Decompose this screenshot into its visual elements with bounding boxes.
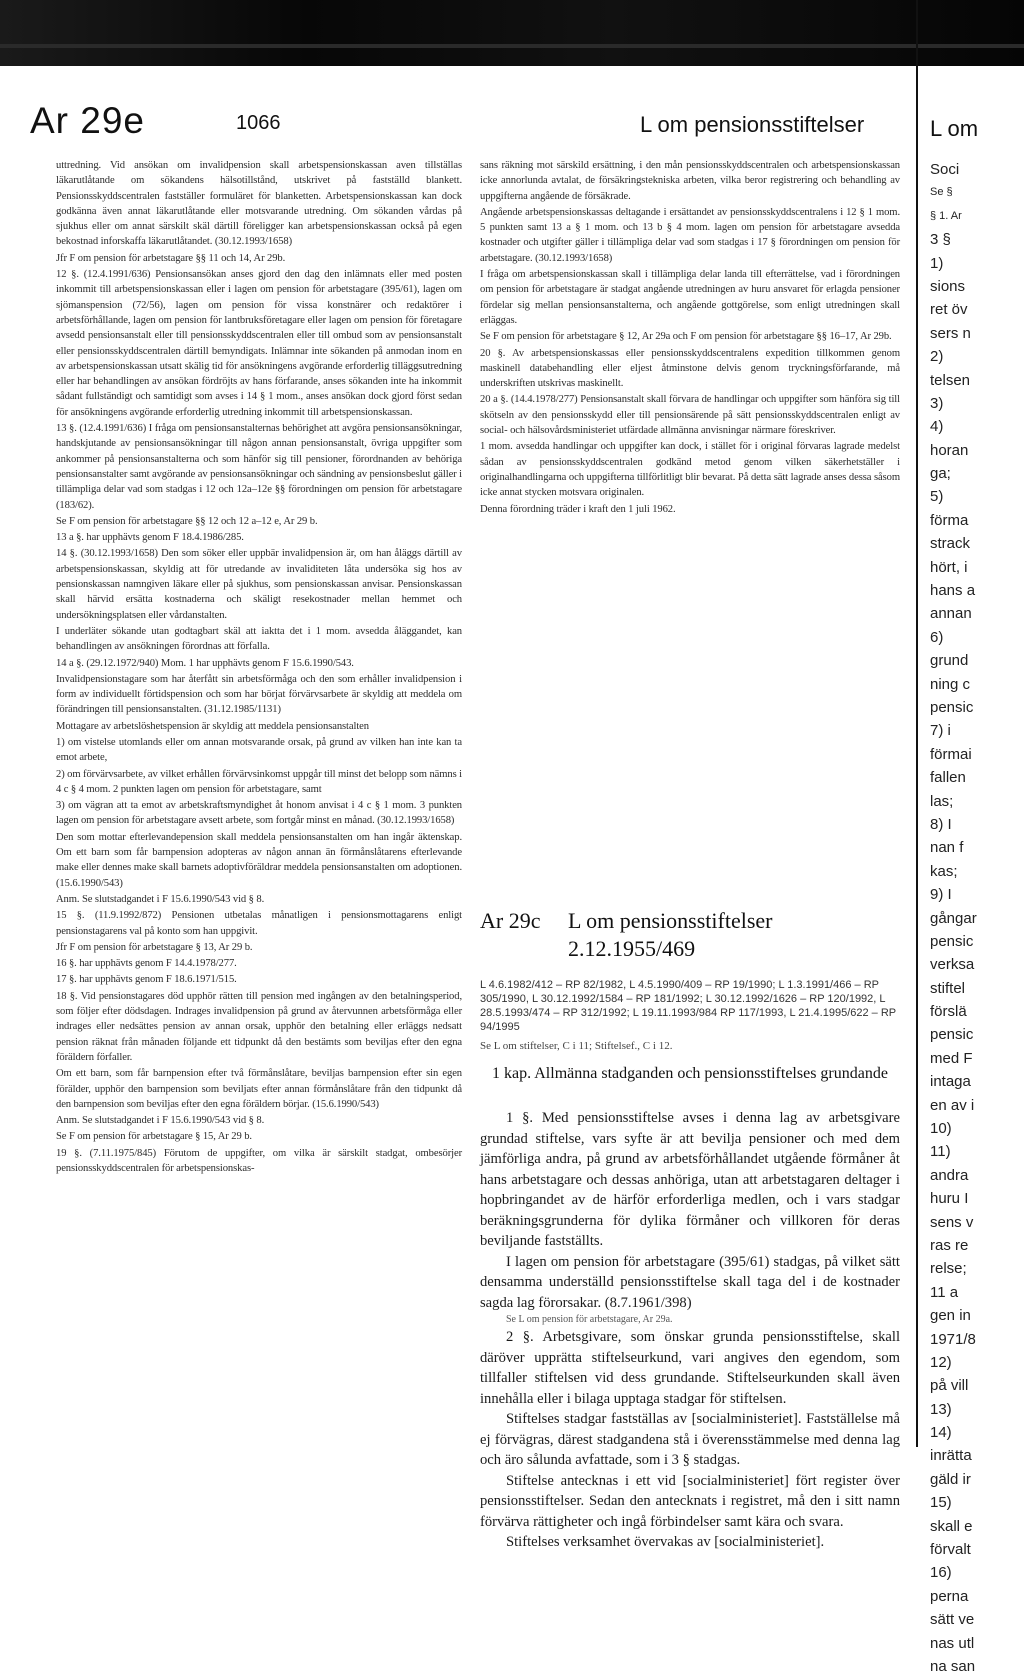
paragraph: Anm. Se slutstadgandet i F 15.6.1990/543 vid § 8. [56, 1115, 265, 1127]
section-heading [480, 908, 900, 968]
paragraph: Denna förordning träder i kraft den 1 juli 1962. [480, 503, 676, 515]
scan-header-bar [0, 0, 1024, 66]
paragraph: 13 §. (12.4.1991/636) I fråga om pensionsanstalternas behörighet att avgöra pensionsansökningar, handskjutande av pensionsansökningar till någon annan pensionsanstalt, övriga uppgifter som ankommer på pensionsanstalterna och som hänför sig till pensioner, förordnanden av behöriga pensionsanstalter samt avgörande av pensionsansökningar och sändning av pensionsbeslut gäller i tillämpliga delar vad som stadgas i 12 och 12a–12e §§ förordningen om pension för arbetstagare (183/62). [56, 423, 462, 511]
paragraph: Se F om pension för arbetstagare §§ 12 och 12 a–12 e, Ar 29 b. [56, 515, 318, 527]
edge-line: ning c [930, 675, 971, 693]
left-text-column [56, 158, 462, 1177]
edge-line: ret öv [930, 301, 968, 319]
edge-line: sens v [930, 1213, 974, 1231]
edge-line: horan [930, 441, 969, 459]
paragraph: Jfr F om pension för arbetstagare §§ 11 och 14, Ar 29b. [56, 252, 286, 264]
paragraph: sans räkning mot särskild ersättning, i den mån pensionsskyddscentralen och arbetspensionskassan icke annorlunda avtalat, de försäkringstekniska arbeten, vilka beror registrering och behandling av uppgifterna angående de försäkrade. [480, 160, 900, 202]
edge-line: annan [930, 605, 972, 623]
edge-line: huru I [930, 1190, 969, 1208]
paragraph: 1) om vistelse utomlands eller om annan motsvarande orsak, på grund av vilken han inte kan ta emot arbete, [56, 736, 462, 764]
edge-line: 12) [930, 1353, 952, 1371]
paragraph: 14 §. (30.12.1993/1658) Den som söker eller uppbär invalidpension är, om han åläggs därtill av arbetspensionskassan, skyldig att för utredande av invaliditeten låta undersöka sig hos av pensionskassan namngiven läkare eller på sjukhus, som pensionskassan anvisar. Pensionskassan skall härvid ersätta kostnaderna och skäligt resekostnader mellan hemmet och undersökningsplatsen eller vårdanstalten. [56, 548, 462, 621]
paragraph: Anm. Se slutstadgandet i F 15.6.1990/543 vid § 8. [56, 893, 265, 905]
edge-line: 2) [930, 348, 944, 366]
edge-line: 10) [930, 1120, 952, 1138]
edge-line: Se § [930, 186, 953, 199]
edge-line: 7) i [930, 722, 951, 740]
section-label: Ar 29c [480, 908, 541, 933]
amendment-references: L 4.6.1982/412 – RP 82/1982, L 4.5.1990/409 – RP 19/1990; L 1.3.1991/466 – RP 305/1990, L 30.12.1992/1584 – RP 181/1992; L 30.12.1992/1626 – RP 120/1992, L 28.5.1993/474 – RP 312/1992; L 19.11.1993/984 RP 117/1993, L 21.4.1995/622 – RP 94/1995 [480, 979, 896, 1033]
edge-line: förma [930, 511, 969, 529]
statute-paragraph: 1 §. Med pensionsstiftelse avses i denna lag av arbetsgivare grundad stiftelse, vars syfte är att bevilja pensioner och med dem jämförliga andra, på grund av arbetsförhållandet utgående förmåner åt hans arbetstagare och dessas anhöriga, utan att arbetstagaren deltager i hopbringandet av de härför erforderliga medlen, och i vars stadgar beräkningsgrunderna för dylika förmåner och villkoren för deras beviljande fastställts. [480, 1110, 900, 1249]
edge-line: 11) [930, 1143, 951, 1161]
edge-line: förvalt [930, 1541, 971, 1559]
paragraph: 20 §. Av arbetspensionskassas eller pensionsskyddscentralens expedition tillkommen genom maskinell databehandling eller eljest åtminstone delvis genom tryckningsförfarande, må underskriften utskrivas maskinellt. [480, 347, 900, 390]
paragraph: 20 a §. (14.4.1978/277) Pensionsanstalt skall förvara de handlingar och uppgifter som hänföra sig till skötseln av den pensionsskydd eller till pensionsärende på sätt pensionsskyddscentralen enligt av social- och hälsovårdsministeriet utfärdade allmänna anvisningar närmare föreskriver. [480, 394, 900, 437]
edge-line: 4) [930, 418, 944, 436]
edge-line: 14) [930, 1424, 952, 1442]
edge-line: nas utl [930, 1634, 975, 1652]
edge-line: grund [930, 652, 969, 670]
edge-line: skall e [930, 1517, 973, 1535]
edge-line: Soci [930, 161, 960, 178]
section-date: 2.12.1955/469 [568, 936, 696, 961]
edge-line: sers n [930, 324, 971, 342]
paragraph: Se F om pension för arbetstagare § 12, Ar 29a och F om pension för arbetstagare §§ 16–17, Ar 29b. [480, 331, 892, 343]
edge-line: förslä [930, 1003, 967, 1021]
paragraph: Mottagare av arbetslöshetspension är skyldig att meddela pensionsanstalten [56, 720, 369, 732]
edge-line: kas; [930, 862, 958, 880]
statute-paragraph: Stiftelse antecknas i ett vid [socialministeriet] fört register över pensionsstiftelser. Sedan den antecknats i registret, må den i sitt namn förvärva rättigheter och ingå förbindelser samt kära och svara. [480, 1472, 900, 1530]
running-head-left: Ar 29e [30, 100, 146, 141]
paragraph: Invalidpensionstagare som har återfått sin arbetsförmåga och den som erhåller invalidpension i form av individuellt förtidspension och som har börjat förvärvsarbete är skyldig att meddela om förändringen till pensionsanstalten. (31.12.1985/1131) [56, 673, 462, 716]
paragraph: 16 §. har upphävts genom F 14.4.1978/277. [56, 958, 237, 970]
edge-line: förmai [930, 745, 972, 763]
paragraph: 1 mom. avsedda handlingar och uppgifter kan dock, i stället för i original förvaras lagrade medelst sådan av pensionsskyddscentralen godkänd metod genom vilken säkerhetställer i originalhandlingarna och uppgifterna tillförlitligt blir bevarat. På detta sätt lagrade anses dessa såsom icke annat stycken motsvara originalen. [480, 441, 900, 499]
page-number: 1066 [236, 112, 281, 134]
paragraph: 14 a §. (29.12.1972/940) Mom. 1 har upphävts genom F 15.6.1990/543. [56, 657, 354, 669]
edge-line: pensic [930, 932, 974, 950]
paragraph: I fråga om arbetspensionskassan skall i tillämpliga delar landa till efterrättelse, vad i förordningen om pension för arbetstagare är stadgat angående utredningen av huru ansvaret för erlagda pensioner fördelar sig mellan pensionsanstalterna, och angående gottgörelse, som enligt utredningen skall erläggas. [480, 269, 900, 326]
edge-line: verksa [930, 956, 975, 974]
statute-paragraph: Stiftelses stadgar fastställas av [socialministeriet]. Fastställelse må ej förvägras, därest stadgandena stå i överensstämmelse med denna lag och äro sålunda avfattade, som i 3 § stadgas. [480, 1411, 900, 1468]
edge-line: 13) [930, 1400, 952, 1418]
edge-line: 1971/8 [930, 1330, 976, 1348]
edge-line: strack [930, 535, 971, 553]
edge-line: gen in [930, 1307, 971, 1325]
statute-paragraph: 2 §. Arbetsgivare, som önskar grunda pensionsstiftelse, skall däröver upprätta stiftelseurkund, vari angives den egendom, som tillfaller stiftelsen vid dess grundande. Stiftelseurkunden skall även innehålla eller i bilaga upptaga stadgar för stiftelsen. [480, 1329, 900, 1407]
next-page-edge-column [930, 158, 1024, 1678]
edge-line: intaga [930, 1073, 971, 1091]
edge-line: stiftel [930, 979, 966, 997]
paragraph: Den som mottar efterlevandepension skall meddela pensionsanstalten om han ingår äktenskap. Om ett barn som får barnpension adopteras av någon annan än förmånslåtarens efterlevande make eller dennes make skall barnets adoptivföräldrar meddela pensionsanstalten om adoptionen. (15.6.1990/543) [56, 831, 462, 889]
edge-line: na san [930, 1658, 976, 1675]
paragraph: I underläter sökande utan godtagbart skäl att iaktta det i 1 mom. avsedda åläggandet, kan behandlingen av ansökningen förordnas att förfalla. [56, 625, 462, 653]
edge-line: pensic [930, 698, 974, 716]
see-also-note: Se L om stiftelser, C i 11; Stiftelsef., C i 12. [480, 1040, 673, 1052]
paragraph: 18 §. Vid pensionstagares död upphör rätten till pension med ingången av den betalningsperiod, som följer efter dödsdagen. Indrages invalidpension på grund av återvunnen arbetsförmåga eller indrages eller nedsättes pension av annan orsak, upphör den betalning eller erläggs nedsatt pension räknat från månaden följande ett tidpunkt då den bestämts som beviljas efter den egna föräldern förfaller. [56, 990, 462, 1063]
edge-line: 5) [930, 488, 944, 506]
edge-line: ga; [930, 465, 951, 483]
edge-line: hans a [930, 582, 976, 600]
edge-line: fallen [930, 769, 966, 787]
edge-line: nan f [930, 839, 964, 857]
paragraph: Jfr F om pension för arbetstagare § 13, Ar 29 b. [56, 941, 253, 953]
paragraph: 15 §. (11.9.1992/872) Pensionen utbetalas månatligen i pensionsmottagarens enligt pensionstagarens val på konto som han uppgivit. [56, 910, 462, 937]
edge-line: 15) [930, 1494, 952, 1512]
edge-line: las; [930, 792, 954, 810]
edge-line: pensic [930, 1026, 974, 1044]
paragraph: uttredning. Vid ansökan om invalidpension skall arbetspensionskassan aven tillställas läkarutlåtande om sökandens hälsotillstånd, utskrivet på fastställd blankett. Pensionsskyddscentralen fastställer formuläret för blanketten. Arbetspensionskassan kan dock godkänna även annat läkarutlåtande eller motsvarande utredning. Om sökanden vårdas på sjukhus eller om annat särskilt skäl därtill föreligger kan arbetspensionskassan också på egen bekostnad inforskaffa läkarutlåtandet. (30.12.1993/1658) [56, 160, 462, 248]
edge-line: inrätta [930, 1447, 972, 1465]
paragraph: 19 §. (7.11.1975/845) Förutom de uppgifter, om vilka är särskilt stadgat, ombesörjer pensionsskyddscentralen för arbetspensionskas- [56, 1147, 462, 1174]
edge-line: 6) [930, 628, 944, 646]
paragraph: 12 §. (12.4.1991/636) Pensionsansökan anses gjord den dag den inlämnats eller med posten inkommit till arbetspensionskassan eller i lagen om pension för arbetstagare (395/61), lagen om sjömanspension (72/56), lagen om pension för vissa konstnärer och redaktörer i arbetsförhållande, lagen om pension för lantbruksföretagare eller lagen om pension för företagare avsedd pensionsanstalt eller till pensionsskyddscentralen eller till ombud som av pensionsanstalt eller pensionsskyddscentralen därtill bemyndigats. Inlämnar inte sökanden på anmodan inom en av arbetspensionskassan utsatt skälig tid för ansökningens avgörande erforderlig tilläggsutredning eller har behandlingen av ansökan fördröjts av hans förfarande, anses sökanden inte ha inkommit sådant fullständigt och samtidigt som avses i 14 § 1 mom., anses ansökan dock gjord först sedan för ansökningens avgörande erforderlig utredning inkommit till arbetspensionskassan. [56, 269, 462, 418]
running-head-next-page: L om [930, 116, 979, 141]
edge-line: telsen [930, 371, 971, 389]
edge-line: 11 a [930, 1283, 959, 1301]
statute-paragraph: Stiftelses verksamhet övervakas av [socialministeriet]. [506, 1534, 825, 1550]
paragraph: Angående arbetspensionskassas deltagande i ersättandet av pensionsskyddscentralens i 12 § 1 mom. 5 punkten samt 13 a § 1 mom. och 13 b § 4 mom. lagen om pension för arbetstagare avsedda kostnader och utgifter gäller i tillämpliga delar vad som stadgas i 17 § förordningen om pension för arbetstagare. (30.12.1993/1658) [480, 206, 900, 264]
running-head-right: L om pensionsstiftelser [640, 112, 865, 137]
edge-line: 3) [930, 394, 944, 412]
paragraph: 17 §. har upphävts genom F 18.6.1971/515. [56, 974, 237, 986]
paragraph: 3) om vägran att ta emot av arbetskraftsmyndighet åt honom anvisat i 4 c § 1 mom. 3 punkten lagen om pension för arbetstagare avsett arbete, som fortgår minst en månad. (30.12.1993/1658) [56, 800, 462, 827]
edge-line: gångar [930, 909, 977, 927]
edge-line: 1) [930, 254, 944, 272]
paragraph: 13 a §. har upphävts genom F 18.4.1986/285. [56, 532, 244, 544]
edge-line: andra [930, 1166, 969, 1184]
statute-body [480, 1108, 900, 1553]
section-title: L om pensionsstiftelser [568, 908, 773, 933]
edge-line: ras re [930, 1236, 969, 1254]
page-edge-line [916, 0, 918, 1447]
cross-reference-note: Se L om pension för arbetstagare, Ar 29a. [506, 1314, 673, 1325]
right-text-column [480, 158, 900, 518]
edge-line: sions [930, 277, 966, 295]
edge-line: med F [930, 1049, 973, 1067]
paragraph: Se F om pension för arbetstagare § 15, Ar 29 b. [56, 1131, 252, 1143]
edge-line: relse; [930, 1260, 967, 1278]
statute-paragraph: I lagen om pension för arbetstagare (395/61) stadgas, på vilket sätt densamma underställd pensionsstiftelse skall taga del i de kostnader sagda lag förorsakar. (8.7.1961/398) [480, 1253, 900, 1311]
edge-line: 9) I [930, 886, 952, 904]
edge-line: en av i [930, 1096, 975, 1114]
paragraph: 2) om förvärvsarbete, av vilket erhållen förvärvsinkomst uppgår till minst det belopp som nämns i 4 c § 4 mom. 2 punkten lagen om pension för arbetstagare, samt [56, 768, 463, 795]
edge-line: hört, i [930, 558, 968, 576]
edge-line: 3 § [930, 231, 951, 249]
edge-line: 16) [930, 1564, 952, 1582]
chapter-heading: 1 kap. Allmänna stadganden och pensionsstiftelses grundande [492, 1065, 888, 1082]
edge-line: § 1. Ar [930, 209, 962, 222]
edge-line: sätt ve [930, 1611, 975, 1629]
edge-line: 8) I [930, 815, 952, 833]
edge-line: på vill [930, 1377, 969, 1395]
paragraph: Om ett barn, som får barnpension efter två förmånslåtare, beviljas barnpension efter sin egen förälder, upphör den barnpension som beviljats efter annan förmånslåtare från den tidpunkt då den barnpension som beviljas efter den egna föräldern börjar. (15.6.1990/543) [56, 1068, 462, 1110]
edge-line: perna [930, 1587, 969, 1605]
edge-line: gäld ir [930, 1470, 971, 1488]
